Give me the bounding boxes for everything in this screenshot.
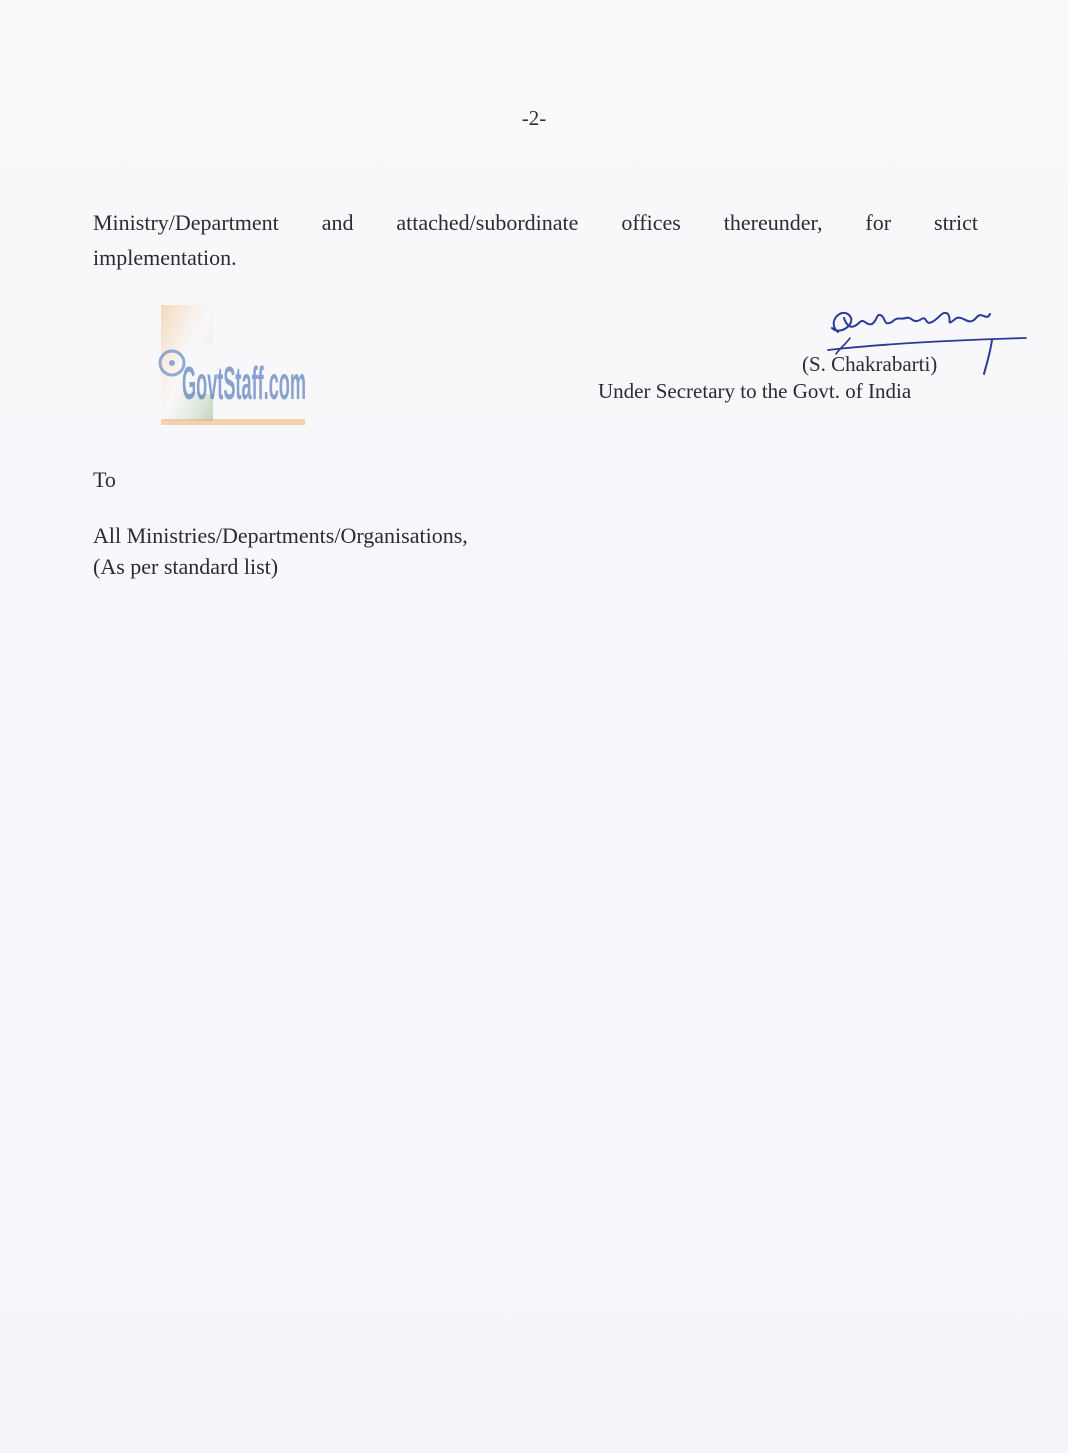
recipient-line: (As per standard list) (93, 554, 279, 579)
body-text-line: Ministry/Department and attached/subordinate offices thereunder, for strict (93, 210, 978, 235)
signatory-designation: Under Secretary to the Govt. of India (598, 379, 912, 403)
body-text-line: implementation. (93, 245, 237, 270)
watermark-text: GovtStaff.com (182, 357, 306, 409)
signatory-name: (S. Chakrabarti) (802, 352, 938, 376)
to-label: To (93, 467, 116, 492)
page-number: -2- (521, 106, 547, 130)
govtstaff-watermark-logo (158, 303, 308, 433)
recipient-line: All Ministries/Departments/Organisations, (93, 523, 468, 548)
